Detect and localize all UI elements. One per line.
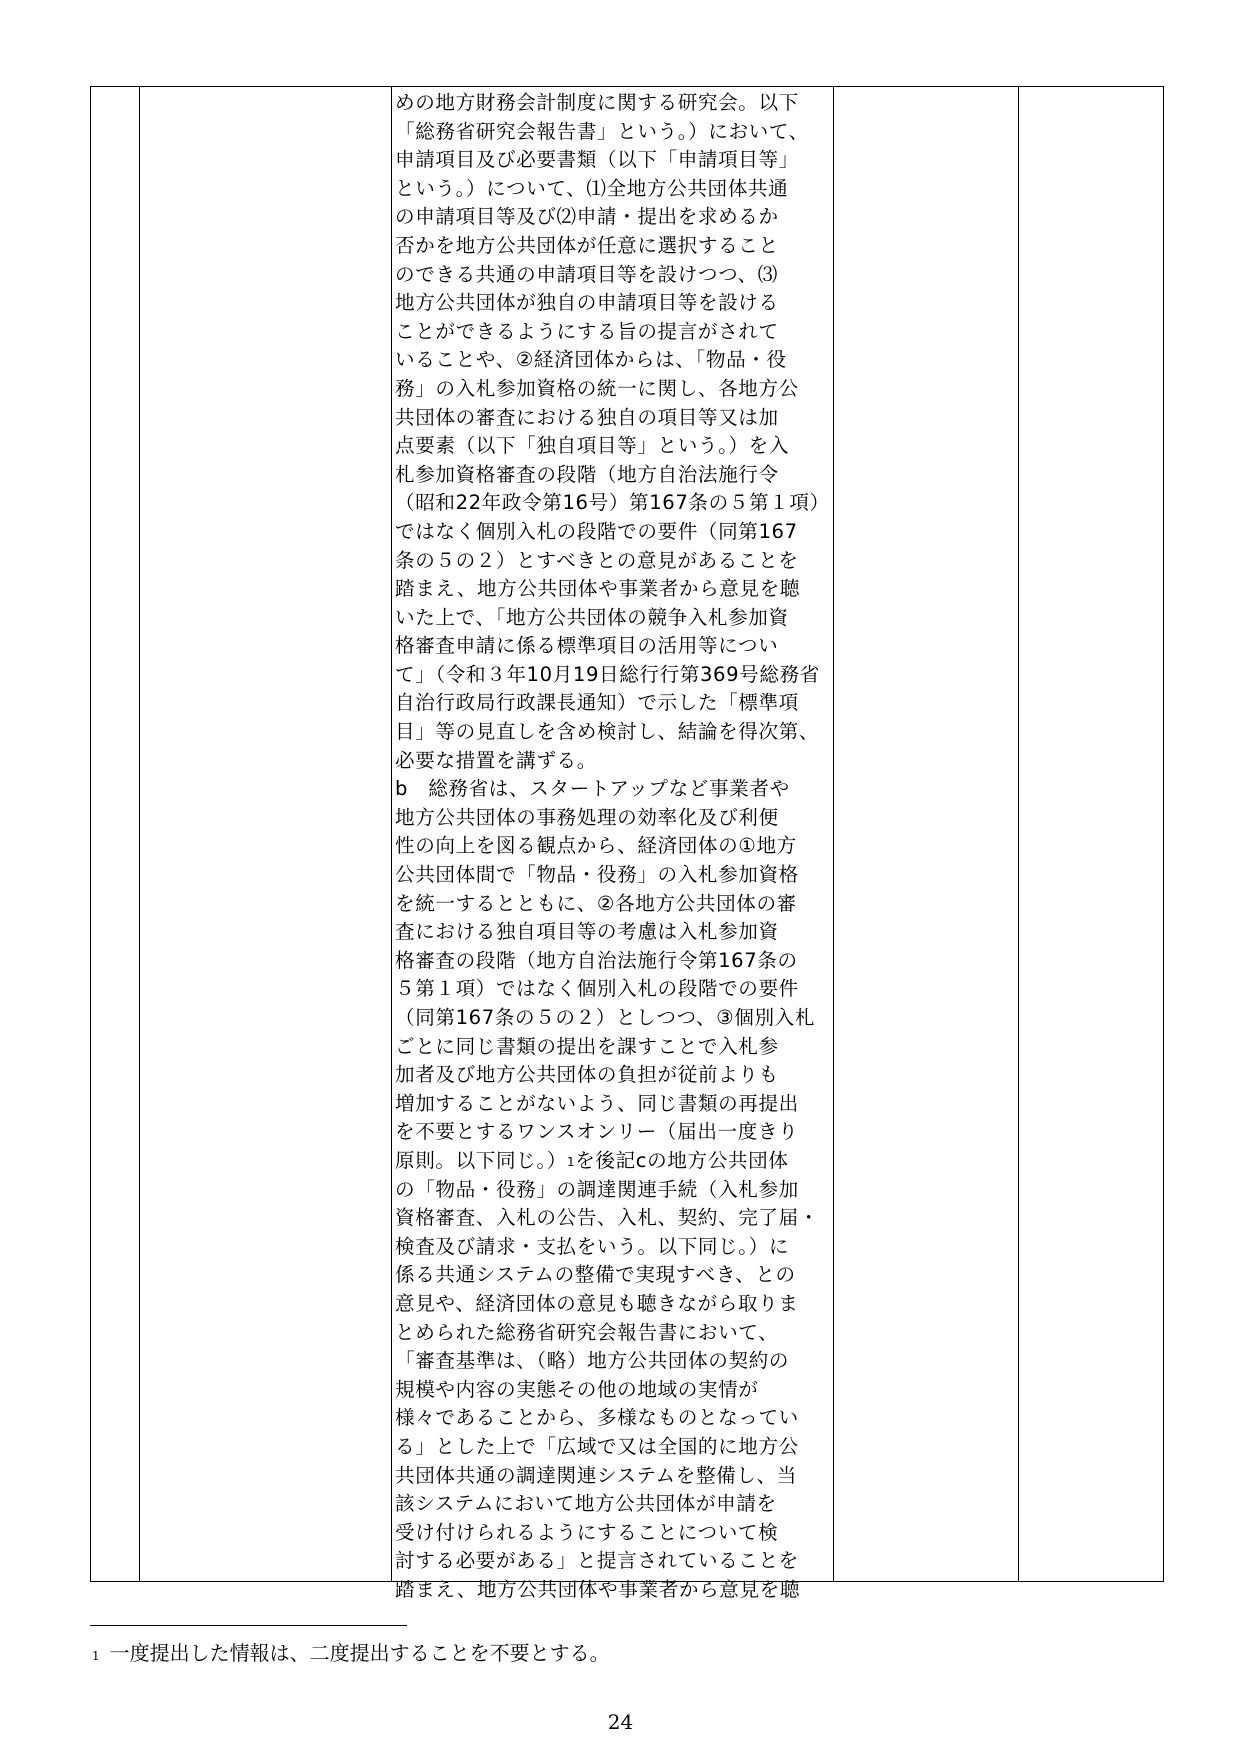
body-line: 共団体の審査における独自の項目等又は加 bbox=[395, 405, 779, 429]
body-line: 様々であることから、多様なものとなってい bbox=[395, 1406, 799, 1430]
table-cell-body-text bbox=[395, 89, 833, 1604]
body-line: （同第167条の５の２）としつつ、③個別入札 bbox=[395, 1006, 816, 1029]
body-line: 増加することがないよう、同じ書類の再提出 bbox=[395, 1091, 799, 1115]
body-line: て」（令和３年10月19日総行行第369号総務省 bbox=[395, 662, 820, 686]
body-line: b 総務省は、スタートアップなど事業者や bbox=[395, 777, 790, 801]
footnote-mark: 1 bbox=[92, 1649, 100, 1663]
body-line: 規模や内容の実態その他の地域の実情が bbox=[395, 1377, 759, 1401]
content-table bbox=[90, 86, 1164, 1601]
body-line: 否かを地方公共団体が任意に選択すること bbox=[395, 233, 779, 257]
body-line: 地方公共団体が独自の申請項目等を設ける bbox=[395, 291, 779, 315]
body-line: 公共団体間で「物品・役務」の入札参加資格 bbox=[395, 863, 799, 887]
body-line: 自治行政局行政課長通知）で示した「標準項 bbox=[395, 691, 799, 715]
footnote-reference[interactable]: 1 bbox=[566, 1154, 576, 1169]
body-line: 札参加資格審査の段階（地方自治法施行令 bbox=[395, 462, 779, 486]
body-line: 共団体共通の調達関連システムを整備し、当 bbox=[395, 1463, 797, 1487]
body-line: 格審査の段階（地方自治法施行令第167条の bbox=[395, 948, 798, 972]
page-number: 24 bbox=[607, 1710, 634, 1734]
body-line: 受け付けられるようにすることについて検 bbox=[395, 1520, 779, 1544]
footnote bbox=[92, 1640, 610, 1666]
body-line: を不要とするワンスオンリー（届出一度きり bbox=[395, 1120, 799, 1144]
body-lines bbox=[395, 1176, 833, 1605]
body-line: （昭和22年政令第16号）第167条の５第１項） bbox=[395, 491, 830, 515]
body-line: 目」等の見直しを含め検討し、結論を得次第、 bbox=[395, 720, 820, 744]
body-line: 必要な措置を講ずる。 bbox=[395, 748, 597, 772]
column-divider bbox=[139, 87, 140, 1581]
body-line: 地方公共団体の事務処理の効率化及び利便 bbox=[395, 805, 779, 829]
body-line-with-footnote bbox=[395, 1147, 833, 1176]
body-line: 格審査申請に係る標準項目の活用等につい bbox=[395, 634, 779, 658]
body-line: 係る共通システムの整備で実現すべき、との bbox=[395, 1263, 796, 1287]
body-line: 「総務省研究会報告書」という。）において、 bbox=[395, 119, 809, 143]
body-line: 「審査基準は、（略）地方公共団体の契約の bbox=[395, 1349, 790, 1373]
body-line: 踏まえ、地方公共団体や事業者から意見を聴 bbox=[395, 1577, 801, 1601]
body-line: 点要素（以下「独自項目等」という。）を入 bbox=[395, 434, 790, 458]
body-line: いた上で、「地方公共団体の競争入札参加資 bbox=[395, 605, 789, 629]
body-line: いることや、②経済団体からは、「物品・役 bbox=[395, 348, 787, 372]
column-divider bbox=[1018, 87, 1019, 1581]
body-line: 務」の入札参加資格の統一に関し、各地方公 bbox=[395, 376, 799, 400]
body-line: のできる共通の申請項目等を設けつつ、⑶ bbox=[395, 262, 778, 286]
body-line: 該システムにおいて地方公共団体が申請を bbox=[395, 1492, 777, 1516]
body-line: の申請項目等及び⑵申請・提出を求めるか bbox=[395, 205, 779, 229]
body-line: る」とした上で「広域で又は全国的に地方公 bbox=[395, 1434, 799, 1458]
body-line: ごとに同じ書類の提出を課すことで入札参 bbox=[395, 1034, 779, 1058]
body-line: 申請項目及び必要書類（以下「申請項目等」 bbox=[395, 148, 799, 172]
column-divider bbox=[391, 87, 392, 1581]
body-line: 加者及び地方公共団体の負担が従前よりも bbox=[395, 1063, 779, 1087]
body-line-text: 原則。以下同じ。） bbox=[395, 1148, 567, 1172]
body-line: 意見や、経済団体の意見も聴きながら取りま bbox=[395, 1291, 799, 1315]
column-divider bbox=[833, 87, 834, 1581]
body-line-text: を後記cの地方公共団体 bbox=[575, 1148, 789, 1172]
footnote-text: 一度提出した情報は、二度提出することを不要とする。 bbox=[109, 1641, 610, 1665]
body-line: 踏まえ、地方公共団体や事業者から意見を聴 bbox=[395, 577, 801, 601]
body-line: ではなく個別入札の段階での要件（同第167 bbox=[395, 519, 798, 543]
body-line: という。）について、⑴全地方公共団体共通 bbox=[395, 176, 789, 200]
body-lines bbox=[395, 89, 833, 1147]
body-line: 検査及び請求・支払をいう。以下同じ。）に bbox=[395, 1234, 790, 1258]
footnote-separator bbox=[90, 1625, 407, 1626]
body-line: 性の向上を図る観点から、経済団体の①地方 bbox=[395, 834, 797, 858]
body-line: の「物品・役務」の調達関連手続（入札参加 bbox=[395, 1177, 799, 1201]
body-line: 資格審査、入札の公告、入札、契約、完了届・ bbox=[395, 1206, 820, 1230]
body-line: 討する必要がある」と提言されていることを bbox=[395, 1549, 799, 1573]
body-line: を統一するとともに、②各地方公共団体の審 bbox=[395, 891, 797, 915]
body-line: ことができるようにする旨の提言がされて bbox=[395, 319, 779, 343]
body-line: 査における独自項目等の考慮は入札参加資 bbox=[395, 920, 779, 944]
body-line: 条の５の２）とすべきとの意見があることを bbox=[395, 548, 799, 572]
body-line: とめられた総務省研究会報告書において、 bbox=[395, 1320, 779, 1344]
body-line: ５第１項）ではなく個別入札の段階での要件 bbox=[395, 977, 799, 1001]
body-line: めの地方財務会計制度に関する研究会。以下 bbox=[395, 91, 799, 114]
